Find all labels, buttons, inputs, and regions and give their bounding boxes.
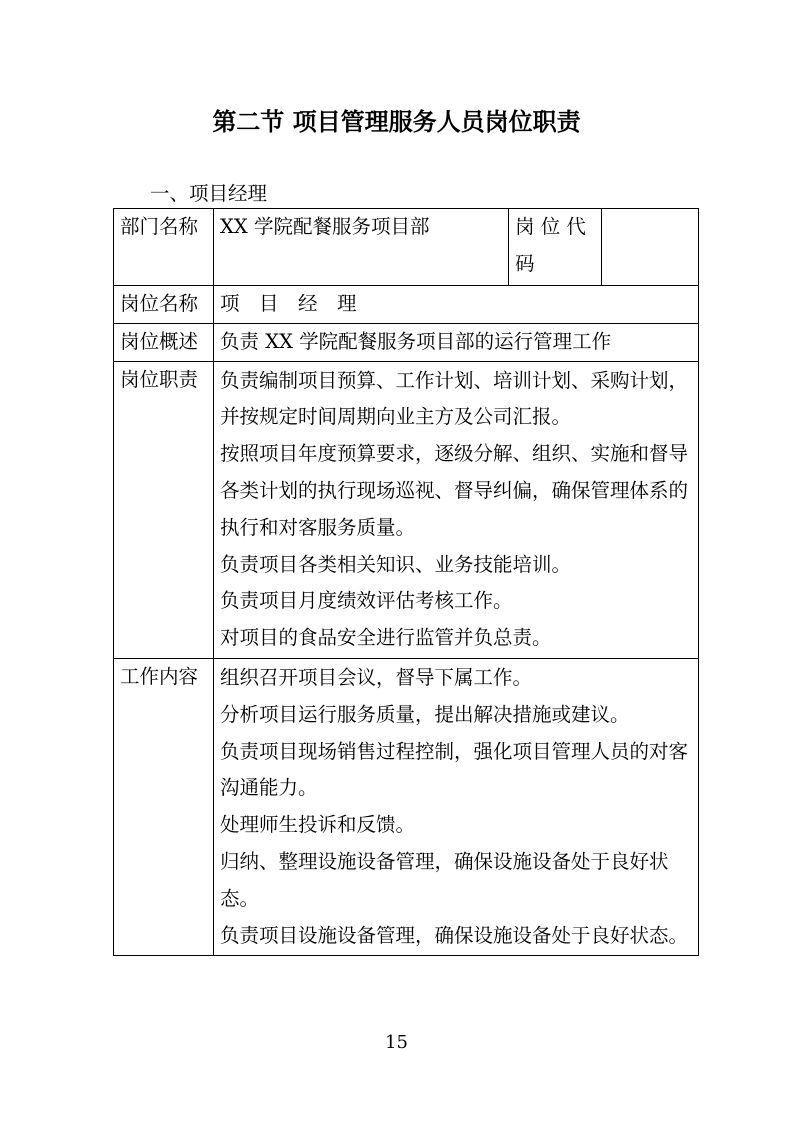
duty-item: 按照项目年度预算要求，逐级分解、组织、实施和督导各类计划的执行现场巡视、督导纠偏，确保管理体系的执行和对客服务质量。 (220, 442, 689, 539)
duty-item: 负责项目各类相关知识、业务技能培训。 (220, 552, 572, 576)
post-value: 项 目 经 理 (214, 286, 699, 324)
work-list (214, 658, 699, 955)
post-label: 岗位名称 (114, 286, 214, 324)
duties-list (214, 361, 699, 658)
duties-label: 岗位职责 (114, 361, 214, 658)
duty-item: 负责项目月度绩效评估考核工作。 (220, 589, 513, 613)
overview-value: 负责 XX 学院配餐服务项目部的运行管理工作 (214, 323, 699, 361)
work-item: 负责项目现场销售过程控制，强化项目管理人员的对客沟通能力。 (220, 739, 689, 800)
work-item: 处理师生投诉和反馈。 (220, 813, 416, 837)
duty-item: 负责编制项目预算、工作计划、培训计划、采购计划，并按规定时间周期向业主方及公司汇报。 (220, 368, 689, 429)
page-title: 第二节 项目管理服务人员岗位职责 (212, 107, 581, 136)
table-row (114, 658, 699, 955)
duty-item: 对项目的食品安全进行监管并负总责。 (220, 626, 552, 650)
table-row (114, 361, 699, 658)
table-row (114, 323, 699, 361)
page-number: 15 (385, 1032, 408, 1053)
dept-value: XX 学院配餐服务项目部 (214, 209, 509, 286)
work-item: 分析项目运行服务质量，提出解决措施或建议。 (220, 702, 630, 726)
code-value (602, 209, 699, 286)
dept-label: 部门名称 (114, 209, 214, 286)
work-item: 组织召开项目会议，督导下属工作。 (220, 665, 533, 689)
work-item: 归纳、整理设施设备管理，确保设施设备处于良好状态。 (220, 849, 669, 910)
code-label: 岗 位 代码 (509, 209, 602, 286)
table-row (114, 209, 699, 286)
table-row (114, 286, 699, 324)
work-item: 负责项目设施设备管理，确保设施设备处于良好状态。 (220, 923, 689, 947)
overview-label: 岗位概述 (114, 323, 214, 361)
job-duties-table (113, 208, 699, 956)
work-label: 工作内容 (114, 658, 214, 955)
section-heading: 一、项目经理 (150, 182, 268, 205)
